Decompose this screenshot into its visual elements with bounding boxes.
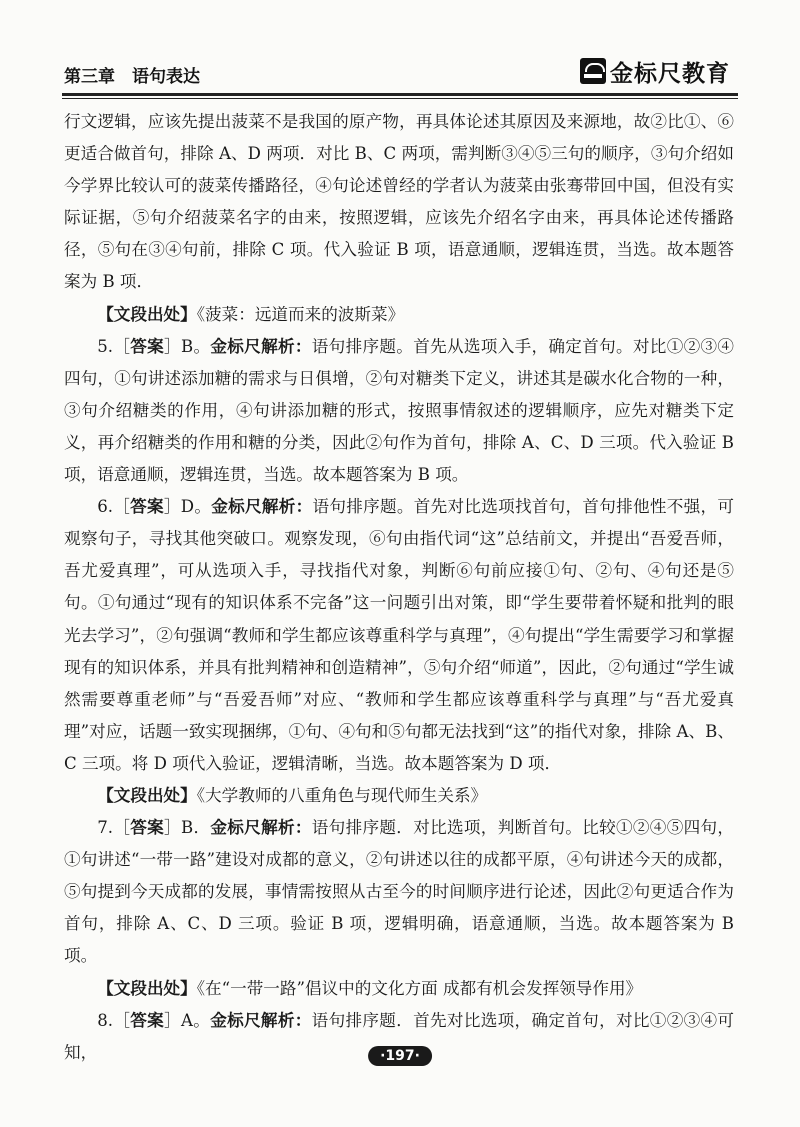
answer-label: 答案 (130, 336, 165, 356)
header-rule (62, 93, 738, 99)
question-number: 8.［ (97, 1010, 131, 1030)
answer-label: 答案 (130, 497, 164, 517)
explanation-text: 语句排序题．对比选项，判断首句。比较①②④⑤四句，①句讲述“一带一路”建设对成都的意义，②句讲述以往的成都平原，④句讲述今天的成都，⑤句提到今天成都的发展，事情需按照从古至今的时间顺序进行论述，因此②句更适合作为首句，排除 A、C、D 三项。验证 B 项，逻辑明确，语意通顺，当选。故本题答案为 B 项。 (64, 818, 735, 966)
brand-logo-icon (580, 58, 606, 84)
page-content (64, 106, 734, 1069)
source-label: 【文段出处】 (97, 785, 197, 805)
source-label: 【文段出处】 (97, 978, 197, 998)
answer-choice: ］A。 (164, 1010, 211, 1030)
explanation-text: 语句排序题。首先从选项入手，确定首句。对比①②③④四句，①句讲述添加糖的需求与日俱增，②句对糖类下定义，讲述其是碳水化合物的一种，③句介绍糖类的作用，④句讲添加糖的形式，按照事情叙述的逻辑顺序，应先对糖类下定义，再介绍糖类的作用和糖的分类，因此②句作为首句，排除 A、C、D 三项。代入验证 B 项，语意通顺，逻辑连贯，当选。故本题答案为 B 项。 (64, 336, 735, 485)
answer-label: 答案 (130, 818, 165, 838)
question-number: 6.［ (97, 497, 131, 517)
source-label: 【文段出处】 (97, 304, 197, 324)
answer-choice: ］D。 (163, 497, 212, 517)
paragraph-continued (64, 106, 734, 299)
answer-6 (64, 491, 734, 780)
answer-choice: ］B。 (164, 336, 211, 356)
answer-5 (64, 331, 734, 491)
explanation-label: 金标尺解析： (210, 818, 312, 838)
page-number: ·197· (368, 1046, 432, 1066)
page-header (62, 56, 730, 96)
explanation-text: 语句排序题．首先对比选项，确定首句，对比①②③④可知， (64, 1010, 735, 1062)
answer-choice: ］B． (164, 818, 211, 838)
answer-7 (64, 812, 734, 972)
source-note-2 (64, 780, 734, 812)
source-note-1 (64, 299, 734, 331)
paragraph-text: 行文逻辑，应该先提出菠菜不是我国的原产物，再具体论述其原因及来源地，故②比①、⑥更适合做首句，排除 A、D 两项．对比 B、C 两项，需判断③④⑤三句的顺序，③句介绍如今学界比较认可的菠菜传播路径，④句论述曾经的学者认为菠菜由张骞带回中国，但没有实际证据，⑤句介绍菠菜名字的由来，按照逻辑，应该先介绍名字由来，再具体论述传播路径，⑤句在③④句前，排除 C 项。代入验证 B 项，语意通顺，逻辑连贯，当选。故本题答案为 B 项． (64, 112, 734, 292)
explanation-label: 金标尺解析： (211, 497, 313, 517)
source-title: 《菠菜：远道而来的波斯菜》 (196, 304, 405, 324)
question-number: 7.［ (97, 818, 131, 838)
brand-logo-text: 金标尺教育 (610, 60, 730, 87)
source-note-3 (64, 973, 734, 1005)
explanation-label: 金标尺解析： (210, 1010, 312, 1030)
question-number: 5.［ (97, 336, 131, 356)
chapter-title: 第三章 语句表达 (64, 67, 200, 87)
brand-logo (580, 56, 730, 86)
answer-label: 答案 (130, 1010, 165, 1030)
explanation-label: 金标尺解析： (210, 336, 312, 356)
source-title: 《大学教师的八重角色与现代师生关系》 (196, 785, 488, 805)
explanation-text: 语句排序题。首先对比选项找首句，首句排他性不强，可观察句子，寻找其他突破口。观察发现，⑥句由指代词“这”总结前文，并提出“吾爱吾师，吾尤爱真理”，可从选项入手，寻找指代对象，判断⑥句前应接①句、②句、④句还是⑤句。①句通过“现有的知识体系不完备”这一问题引出对策，即“学生要带着怀疑和批判的眼光去学习”，②句强调“教师和学生都应该尊重科学与真理”，④句提出“学生需要学习和掌握现有的知识体系，并具有批判精神和创造精神”，⑤句介绍“师道”，因此，②句通过“学生诚然需要尊重老师”与“吾爱吾师”对应、“教师和学生都应该尊重科学与真理”与“吾尤爱真理”对应，话题一致实现捆绑，①句、④句和⑤句都无法找到“这”的指代对象，排除 A、B、C 三项。将 D 项代入验证，逻辑清晰，当选。故本题答案为 D 项． (64, 497, 734, 773)
source-title: 《在“一带一路”倡议中的文化方面 成都有机会发挥领导作用》 (196, 978, 643, 998)
